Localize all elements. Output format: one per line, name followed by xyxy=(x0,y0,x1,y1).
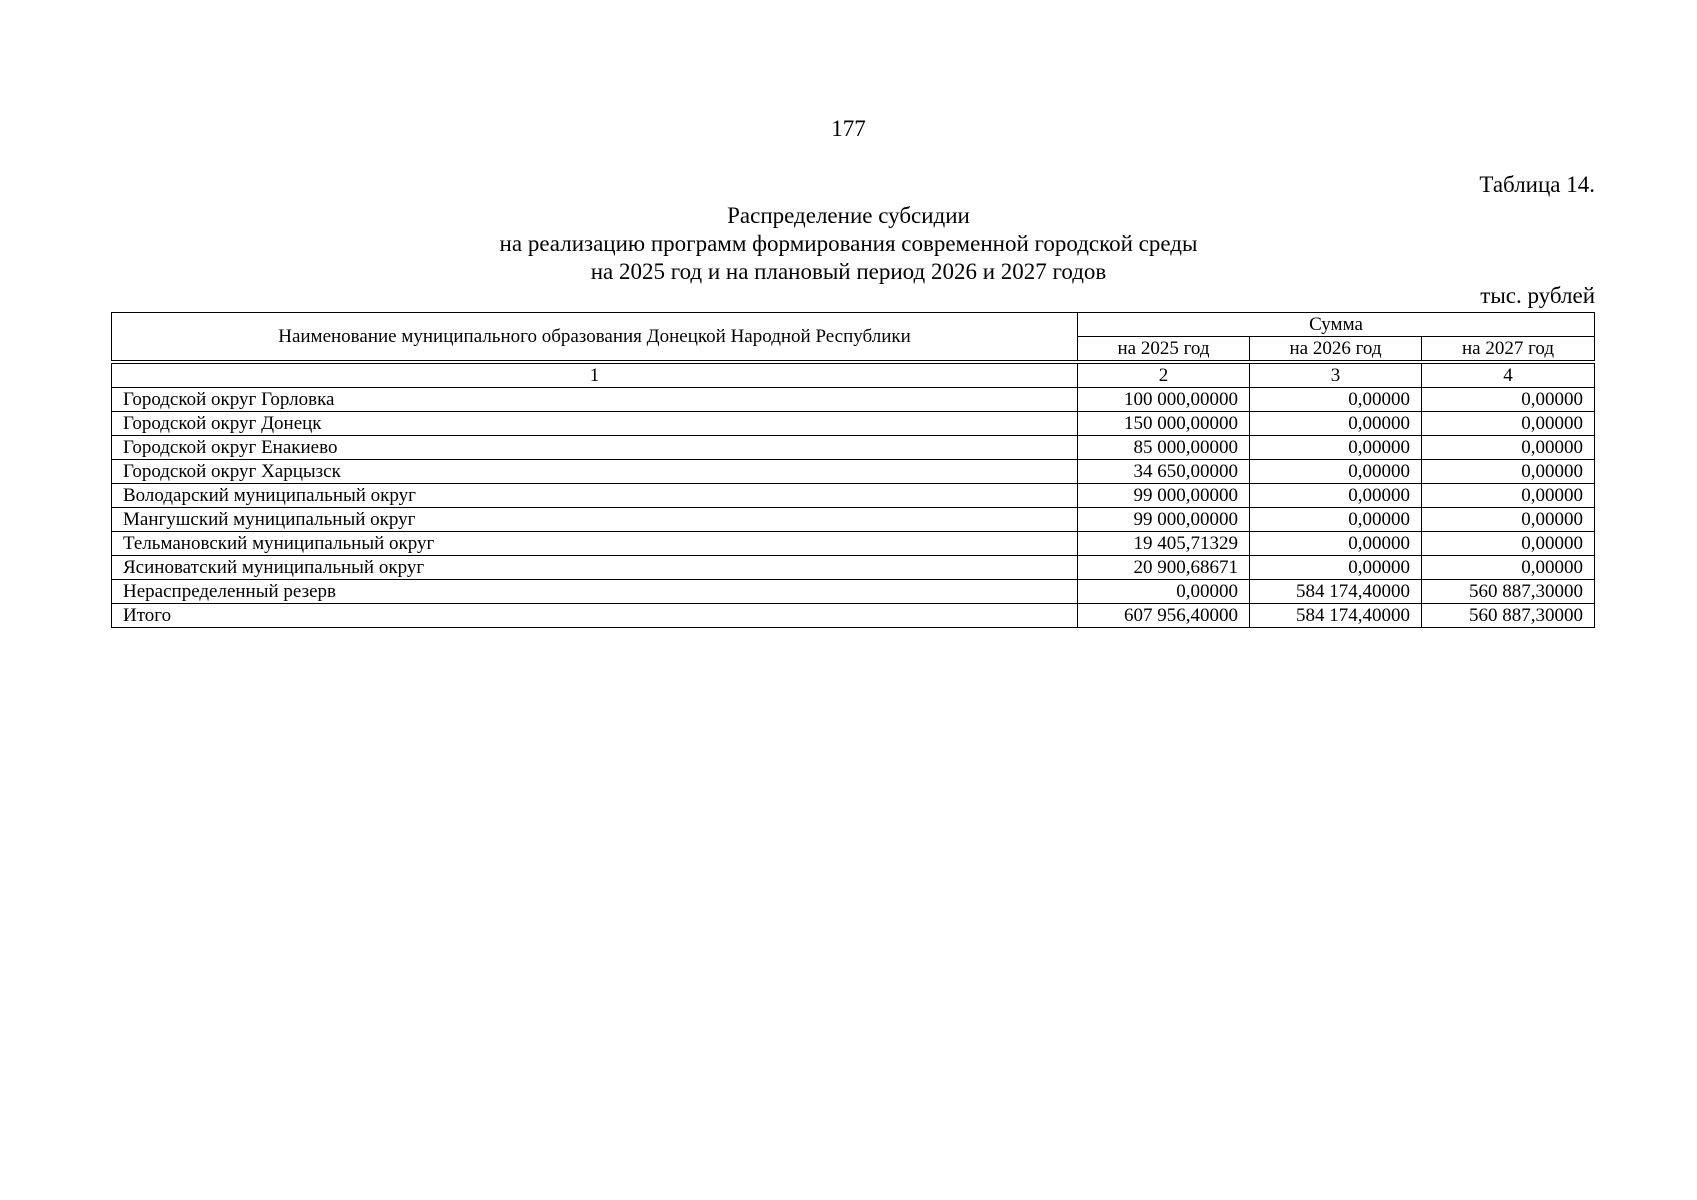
amount-2025: 19 405,71329 xyxy=(1078,532,1250,556)
table-row xyxy=(112,484,1595,508)
page-number: 177 xyxy=(831,116,866,141)
amount-2025: 100 000,00000 xyxy=(1078,388,1250,412)
document-title xyxy=(0,202,1697,286)
table-row xyxy=(112,532,1595,556)
municipality-name: Мангушский муниципальный округ xyxy=(112,508,1078,532)
amount-2026: 0,00000 xyxy=(1250,556,1422,580)
table-caption: Таблица 14. xyxy=(1479,172,1595,197)
header-year-2025: на 2025 год xyxy=(1078,337,1250,361)
amount-2025: 99 000,00000 xyxy=(1078,508,1250,532)
table-row xyxy=(112,604,1595,628)
column-index: 1 xyxy=(112,364,1078,388)
table-row xyxy=(112,412,1595,436)
table-row xyxy=(112,388,1595,412)
amount-2025: 20 900,68671 xyxy=(1078,556,1250,580)
amount-2026: 584 174,40000 xyxy=(1250,604,1422,628)
municipality-name: Нераспределенный резерв xyxy=(112,580,1078,604)
amount-2026: 0,00000 xyxy=(1250,388,1422,412)
amount-2025: 34 650,00000 xyxy=(1078,460,1250,484)
column-index: 3 xyxy=(1250,364,1422,388)
title-line-3: на 2025 год и на плановый период 2026 и 2027 годов xyxy=(590,259,1107,284)
title-line-2: на реализацию программ формирования современной городской среды xyxy=(499,231,1198,256)
municipality-name: Городской округ Харцызск xyxy=(112,460,1078,484)
column-index-row xyxy=(112,364,1595,388)
table-row xyxy=(112,580,1595,604)
amount-2025: 99 000,00000 xyxy=(1078,484,1250,508)
amount-2026: 584 174,40000 xyxy=(1250,580,1422,604)
amount-2027: 0,00000 xyxy=(1422,484,1595,508)
table-row xyxy=(112,460,1595,484)
amount-2027: 0,00000 xyxy=(1422,412,1595,436)
header-year-2027: на 2027 год xyxy=(1422,337,1595,361)
municipality-name: Городской округ Донецк xyxy=(112,412,1078,436)
amount-2026: 0,00000 xyxy=(1250,532,1422,556)
table-row xyxy=(112,556,1595,580)
table-body xyxy=(112,361,1595,628)
header-year-2026: на 2026 год xyxy=(1250,337,1422,361)
amount-2027: 0,00000 xyxy=(1422,388,1595,412)
title-line-1: Распределение субсидии xyxy=(727,203,970,228)
header-sum-group: Сумма xyxy=(1078,313,1595,337)
amount-2027: 0,00000 xyxy=(1422,508,1595,532)
municipality-name: Володарский муниципальный округ xyxy=(112,484,1078,508)
municipality-name: Городской округ Енакиево xyxy=(112,436,1078,460)
table-row xyxy=(112,508,1595,532)
municipality-name: Городской округ Горловка xyxy=(112,388,1078,412)
subsidy-table xyxy=(111,312,1595,628)
table-row xyxy=(112,436,1595,460)
amount-2025: 0,00000 xyxy=(1078,580,1250,604)
amount-2025: 150 000,00000 xyxy=(1078,412,1250,436)
municipality-name: Итого xyxy=(112,604,1078,628)
amount-2025: 607 956,40000 xyxy=(1078,604,1250,628)
amount-2026: 0,00000 xyxy=(1250,460,1422,484)
amount-2026: 0,00000 xyxy=(1250,484,1422,508)
amount-2027: 0,00000 xyxy=(1422,532,1595,556)
amount-2025: 85 000,00000 xyxy=(1078,436,1250,460)
amount-2026: 0,00000 xyxy=(1250,412,1422,436)
municipality-name: Тельмановский муниципальный округ xyxy=(112,532,1078,556)
amount-2027: 0,00000 xyxy=(1422,436,1595,460)
amount-2027: 560 887,30000 xyxy=(1422,580,1595,604)
amount-2026: 0,00000 xyxy=(1250,508,1422,532)
amount-2027: 0,00000 xyxy=(1422,460,1595,484)
municipality-name: Ясиноватский муниципальный округ xyxy=(112,556,1078,580)
column-index: 4 xyxy=(1422,364,1595,388)
header-municipality-name: Наименование муниципального образования Донецкой Народной Республики xyxy=(112,313,1078,361)
column-index: 2 xyxy=(1078,364,1250,388)
amount-2026: 0,00000 xyxy=(1250,436,1422,460)
amount-2027: 0,00000 xyxy=(1422,556,1595,580)
amount-2027: 560 887,30000 xyxy=(1422,604,1595,628)
units-label: тыс. рублей xyxy=(1480,283,1595,308)
